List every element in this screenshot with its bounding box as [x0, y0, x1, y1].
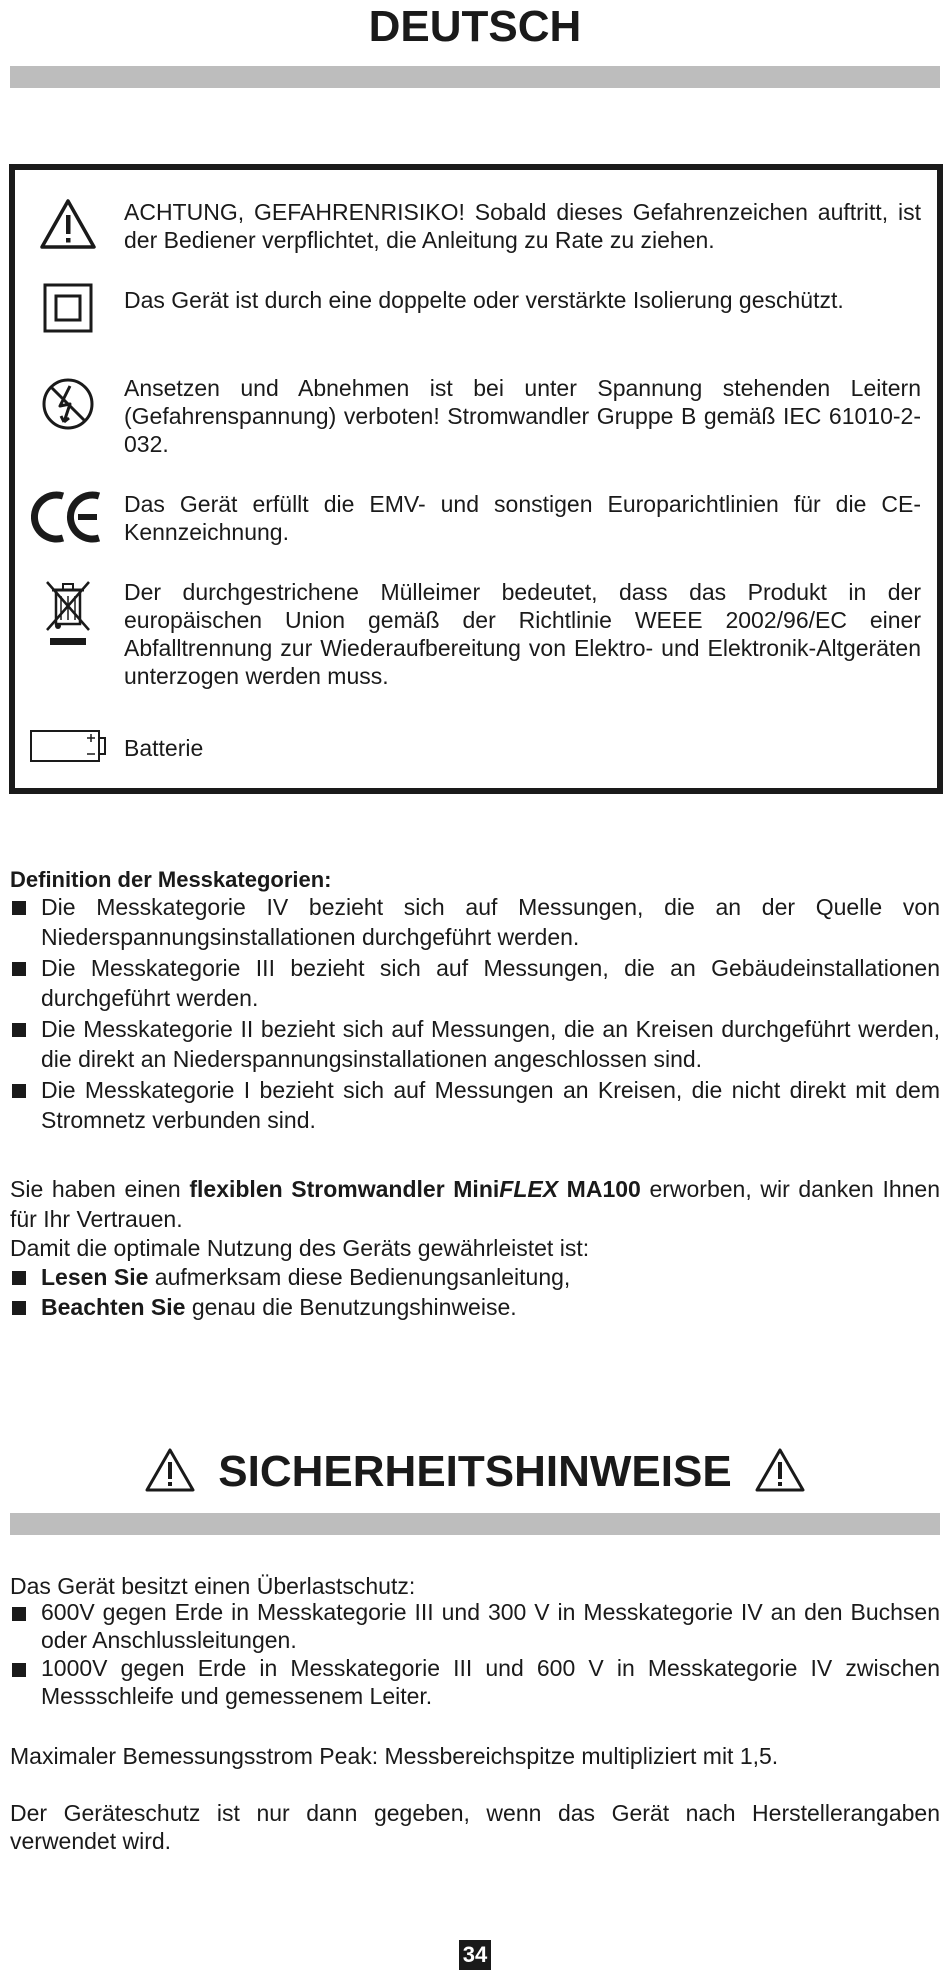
bullet-square-icon [12, 1084, 26, 1098]
battery-icon [23, 726, 113, 766]
intro-paragraph: Sie haben einen flexiblen Stromwandler MiniFLEX MA100 erworben, wir danken Ihnen für Ihr Vertrauen. [10, 1176, 940, 1232]
live-conductor-prohibited-icon [23, 376, 113, 432]
bullet-square-icon [12, 1023, 26, 1037]
double-insulation-icon [23, 282, 113, 334]
list-item-text: Lesen Sie aufmerksam diese Bedienungsanleitung, [41, 1264, 571, 1290]
list-item-text: Die Messkategorie I bezieht sich auf Messungen an Kreisen, die nicht direkt mit dem Stromnetz verbunden sind. [41, 1077, 940, 1133]
bullet-square-icon [12, 962, 26, 976]
symbol-text: Das Gerät erfüllt die EMV- und sonstigen Europarichtlinien für die CE-Kennzeichnung. [124, 491, 921, 545]
warning-triangle-icon [754, 1447, 806, 1498]
safety-underline-bar [10, 1513, 940, 1535]
symbol-text: Ansetzen und Abnehmen ist bei unter Spannung stehenden Leitern (Gefahrenspannung) verboten! Stromwandler Gruppe B gemäß IEC 61010-2-032. [124, 375, 921, 457]
list-item-text: Beachten Sie genau die Benutzungshinweise. [41, 1294, 517, 1320]
warning-triangle-icon [23, 198, 113, 250]
safety-heading [0, 1446, 950, 1498]
symbol-text: ACHTUNG, GEFAHRENRISIKO! Sobald dieses Gefahrenzeichen auftritt, ist der Bediener verpflichtet, die Anleitung zu Rate zu ziehen. [124, 199, 921, 253]
bullet-square-icon [12, 1607, 26, 1621]
warning-triangle-icon [144, 1447, 196, 1498]
symbol-text: Batterie [124, 735, 204, 761]
symbol-text: Das Gerät ist durch eine doppelte oder verstärkte Isolierung geschützt. [124, 287, 844, 313]
safety-title: SICHERHEITSHINWEISE [218, 1447, 732, 1496]
bullet-square-icon [12, 1663, 26, 1677]
page-title: DEUTSCH [368, 2, 582, 51]
crossed-bin-icon [23, 576, 113, 650]
categories-title: Definition der Messkategorien: [10, 867, 332, 892]
list-item-text: Die Messkategorie III bezieht sich auf Messungen, die an Gebäudeinstallationen durchgeführt werden. [41, 955, 940, 1011]
list-item-text: 600V gegen Erde in Messkategorie III und 300 V in Messkategorie IV an den Buchsen oder Anschlussleitungen. [41, 1599, 940, 1653]
ce-mark-icon [23, 490, 113, 544]
intro-paragraph-2: Damit die optimale Nutzung des Geräts gewährleistet ist: [10, 1235, 590, 1261]
bullet-square-icon [12, 901, 26, 915]
symbol-text: Der durchgestrichene Mülleimer bedeutet, dass das Produkt in der europäischen Union gemäß der Richtlinie WEEE 2002/96/EC einer Abfalltrennung zur Wiederaufbereitung von Elektro- und Elektronik-Altgeräten unterzogen werden muss. [124, 579, 921, 689]
safety-intro: Das Gerät besitzt einen Überlastschutz: [10, 1573, 416, 1599]
title-underline-bar [10, 66, 940, 88]
bullet-square-icon [12, 1301, 26, 1315]
symbols-box [9, 164, 943, 794]
safety-paragraph: Maximaler Bemessungsstrom Peak: Messbereichspitze multipliziert mit 1,5. [10, 1743, 779, 1769]
page-number: 34 [459, 1940, 491, 1970]
bullet-square-icon [12, 1271, 26, 1285]
list-item-text: 1000V gegen Erde in Messkategorie III und 600 V in Messkategorie IV zwischen Messschleife und gemessenem Leiter. [41, 1655, 940, 1709]
list-item-text: Die Messkategorie IV bezieht sich auf Messungen, die an der Quelle von Niederspannungsinstallationen durchgeführt werden. [41, 894, 940, 950]
list-item-text: Die Messkategorie II bezieht sich auf Messungen, die an Kreisen durchgeführt werden, die direkt an Niederspannungsinstallationen angeschlossen sind. [41, 1016, 940, 1072]
safety-paragraph: Der Geräteschutz ist nur dann gegeben, wenn das Gerät nach Herstellerangaben verwendet wird. [10, 1800, 940, 1854]
